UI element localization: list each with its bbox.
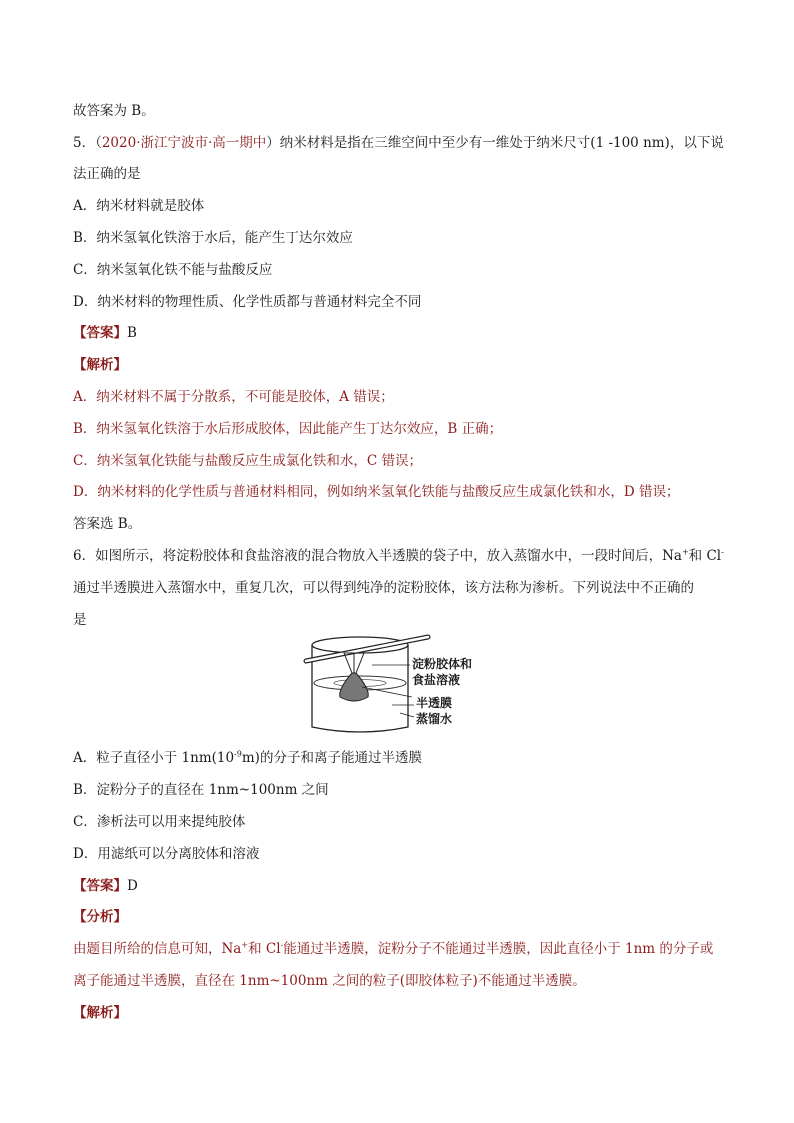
question-6-stem-end: 是 <box>73 612 87 628</box>
explanation-a: A．纳米材料不属于分散系，不可能是胶体，A 错误； <box>73 389 394 405</box>
option-a: A．粒子直径小于 $1nm(10^{-9}m)$的分子和离子能通过半透膜 <box>73 749 422 766</box>
analysis-heading: 【解析】 <box>73 357 127 373</box>
question-5-stem-cont: 法正确的是 <box>73 166 141 182</box>
question-5-stem: 5．（2020·浙江宁波市·高一期中）纳米材料是指在三维空间中至少有一维处于纳米尺寸(1 -100 nm)，以下说 <box>73 135 724 151</box>
analysis-text-cont: 离子能通过半透膜，直径在 1nm~100nm 之间的粒子(即胶体粒子)不能通过半透膜。 <box>73 973 586 989</box>
answer-tag: 【答案】 <box>73 325 127 341</box>
question-source: 2020·浙江宁波市·高一期中 <box>101 135 267 151</box>
option-b: B．淀粉分子的直径在 1nm~100nm 之间 <box>73 782 329 798</box>
analysis-heading: 【分析】 <box>73 909 127 925</box>
question-6-stem-cont: 通过半透膜进入蒸馏水中，重复几次，可以得到纯净的淀粉胶体，该方法称为渗析。下列说法中不正确的 <box>73 580 694 596</box>
answer-line: 【答案】D <box>73 878 138 894</box>
option-b: B．纳米氢氧化铁溶于水后，能产生丁达尔效应 <box>73 230 353 246</box>
figure-label-mixture-2: 食盐溶液 <box>412 673 461 687</box>
answer-line: 【答案】B <box>73 325 137 341</box>
figure-label-membrane: 半透膜 <box>416 696 453 710</box>
explanation-heading: 【解析】 <box>73 1005 127 1021</box>
option-c: C．纳米氢氧化铁不能与盐酸反应 <box>73 262 273 278</box>
option-c: C．渗析法可以用来提纯胶体 <box>73 814 246 830</box>
question-6-stem: 6．如图所示，将淀粉胶体和食盐溶液的混合物放入半透膜的袋子中，放入蒸馏水中，一段时间后，Na+和 Cl- <box>73 547 724 564</box>
text-line: 故答案为 B。 <box>73 103 155 119</box>
option-d: D．纳米材料的物理性质、化学性质都与普通材料完全不同 <box>73 294 422 310</box>
explanation-c: C．纳米氢氧化铁能与盐酸反应生成氯化铁和水，C 错误； <box>73 453 422 469</box>
explanation-b: B．纳米氢氧化铁溶于水后形成胶体，因此能产生丁达尔效应，B 正确； <box>73 421 503 437</box>
option-a: A．纳米材料就是胶体 <box>73 198 205 214</box>
dialysis-figure <box>300 631 500 739</box>
analysis-text: 由题目所给的信息可知，Na+和 Cl-能通过半透膜，淀粉分子不能通过半透膜，因此直径小于 1nm 的分子或 <box>73 940 714 957</box>
figure-label-water: 蒸馏水 <box>416 712 453 726</box>
dialysis-apparatus-diagram <box>300 631 500 739</box>
answer-tag: 【答案】 <box>73 878 127 894</box>
figure-label-mixture: 淀粉胶体和 <box>412 657 473 671</box>
explanation-d: D．纳米材料的化学性质与普通材料相同，例如纳米氢氧化铁能与盐酸反应生成氯化铁和水，D 错误； <box>73 484 680 500</box>
option-d: D．用滤纸可以分离胶体和溶液 <box>73 846 260 862</box>
conclusion-line: 答案选 B。 <box>73 516 142 532</box>
